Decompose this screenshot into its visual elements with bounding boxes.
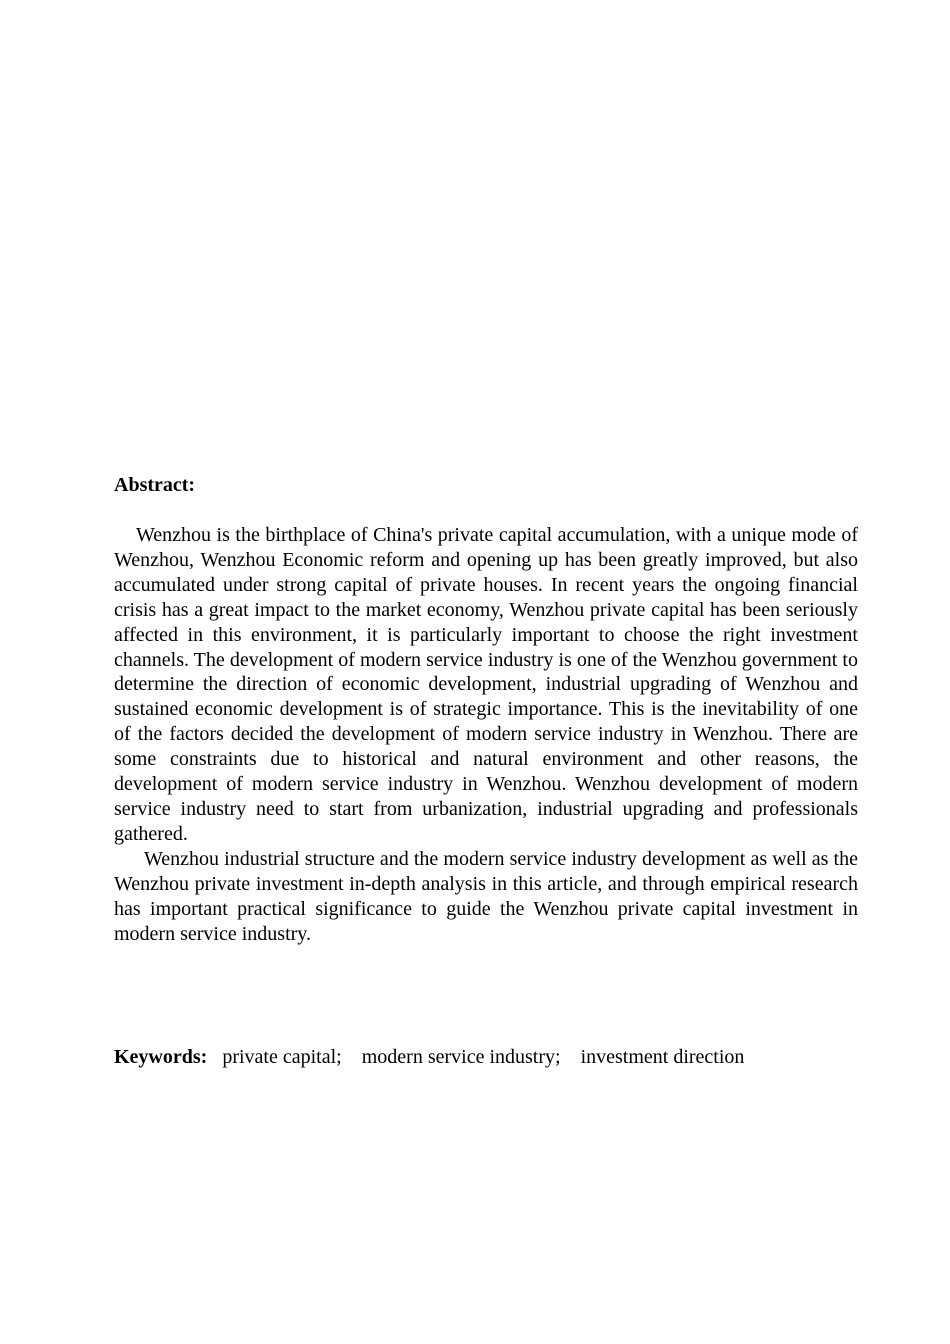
keywords-line: [114, 1045, 874, 1070]
keyword-item: modern service industry;: [361, 1046, 561, 1068]
abstract-paragraph: Wenzhou industrial structure and the modern service industry development as well as the Wenzhou private investment in-depth analysis in this article, and through empirical research has important practical significance to guide the Wenzhou private capital investment in modern service industry.: [114, 847, 858, 945]
keyword-item: private capital;: [222, 1046, 342, 1068]
keywords-label: Keywords:: [114, 1046, 208, 1068]
abstract-body: [114, 523, 858, 946]
keyword-item: investment direction: [580, 1046, 745, 1068]
abstract-heading: Abstract:: [114, 474, 196, 496]
abstract-paragraph: Wenzhou is the birthplace of China's private capital accumulation, with a unique mode of Wenzhou, Wenzhou Economic reform and opening up has been greatly improved, but also accumulated under strong capital of private houses. In recent years the ongoing financial crisis has a great impact to the market economy, Wenzhou private capital has been seriously affected in this environment, it is particularly important to choose the right investment channels. The development of modern service industry is one of the Wenzhou government to determine the direction of economic development, industrial upgrading of Wenzhou and sustained economic development is of strategic importance. This is the inevitability of one of the factors decided the development of modern service industry in Wenzhou. There are some constraints due to historical and natural environment and other reasons, the development of modern service industry in Wenzhou. Wenzhou development of modern service industry need to start from urbanization, industrial upgrading and professionals gathered.: [114, 524, 858, 845]
